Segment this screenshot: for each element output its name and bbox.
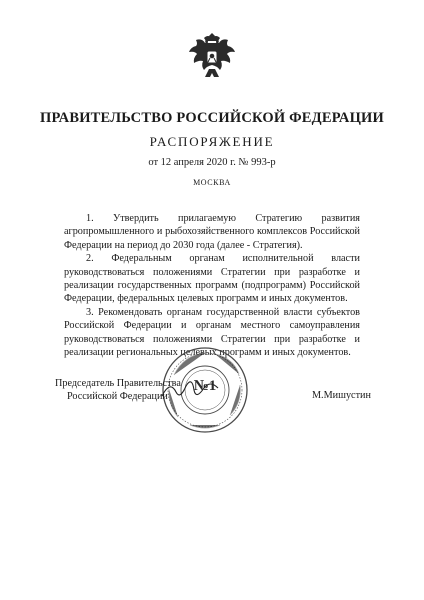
paragraph-2: 2. Федеральным органам исполнительной власти руководствоваться положениями Стратегии при разработке и реализации государственных программ (подпрограмм) Российской Федерации, федеральных целевых программ и иных документов. <box>64 253 360 305</box>
signatory-position-line2: Российской Федерации <box>67 391 168 403</box>
coat-of-arms-icon <box>187 29 237 85</box>
document-type: РАСПОРЯЖЕНИЕ <box>149 134 275 149</box>
paragraph-1: 1. Утвердить прилагаемую Стратегию развития агропромышленного и рыбохозяйственного комплексов Российской Федерации на период до 2030 года (далее - Стратегия). <box>64 213 360 251</box>
document-city: МОСКВА <box>193 178 231 187</box>
government-title: ПРАВИТЕЛЬСТВО РОССИЙСКОЙ ФЕДЕРАЦИИ <box>39 110 385 126</box>
signatory-position <box>55 377 181 404</box>
seal-number: №1 <box>193 378 217 394</box>
document-date-number: от 12 апреля 2020 г. № 993-р <box>148 157 276 168</box>
document-body <box>64 212 360 359</box>
signatory-name: М.Мишустин <box>312 390 371 401</box>
signatory-position-line1: Председатель Правительства <box>55 378 181 389</box>
paragraph-3: 3. Рекомендовать органам государственной власти субъектов Российской Федерации и органам местного самоуправления руководствоваться положениями Стратегии при разработке и реализации региональных целевых программ и иных документов. <box>64 306 360 359</box>
